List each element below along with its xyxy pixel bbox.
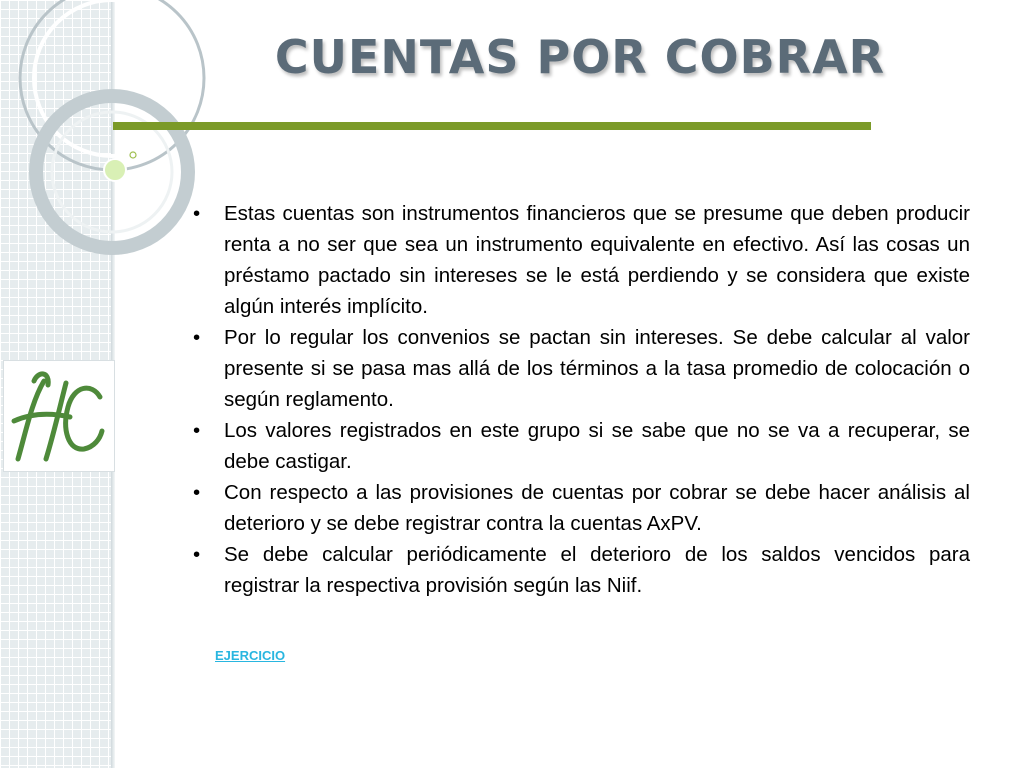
logo-monogram-icon <box>4 361 114 471</box>
title-underline <box>113 122 871 130</box>
bullet-item: • Los valores registrados en este grupo si se sabe que no se va a recuperar, se debe castigar. <box>193 415 970 477</box>
bullet-list <box>193 198 970 601</box>
bullet-item: • Estas cuentas son instrumentos financieros que se presume que deben producir renta a no ser que sea un instrumento equivalente en efectivo. Así las cosas un préstamo pactado sin intereses se le está perdiendo y se considera que existe algún interés implícito. <box>193 198 970 322</box>
bullet-item: • Por lo regular los convenios se pactan sin intereses. Se debe calcular al valor presente si se pasa mas allá de los términos a la tasa promedio de colocación o según reglamento. <box>193 322 970 415</box>
bullet-item: • Con respecto a las provisiones de cuentas por cobrar se debe hacer análisis al deterioro y se debe registrar contra la cuentas AxPV. <box>193 477 970 539</box>
hc-monogram-logo <box>3 360 115 472</box>
bullet-item: • Se debe calcular periódicamente el deterioro de los saldos vencidos para registrar la respectiva provisión según las Niif. <box>193 539 970 601</box>
ejercicio-link[interactable]: EJERCICIO <box>215 648 286 663</box>
slide-title: CUENTAS POR COBRAR <box>274 30 886 84</box>
